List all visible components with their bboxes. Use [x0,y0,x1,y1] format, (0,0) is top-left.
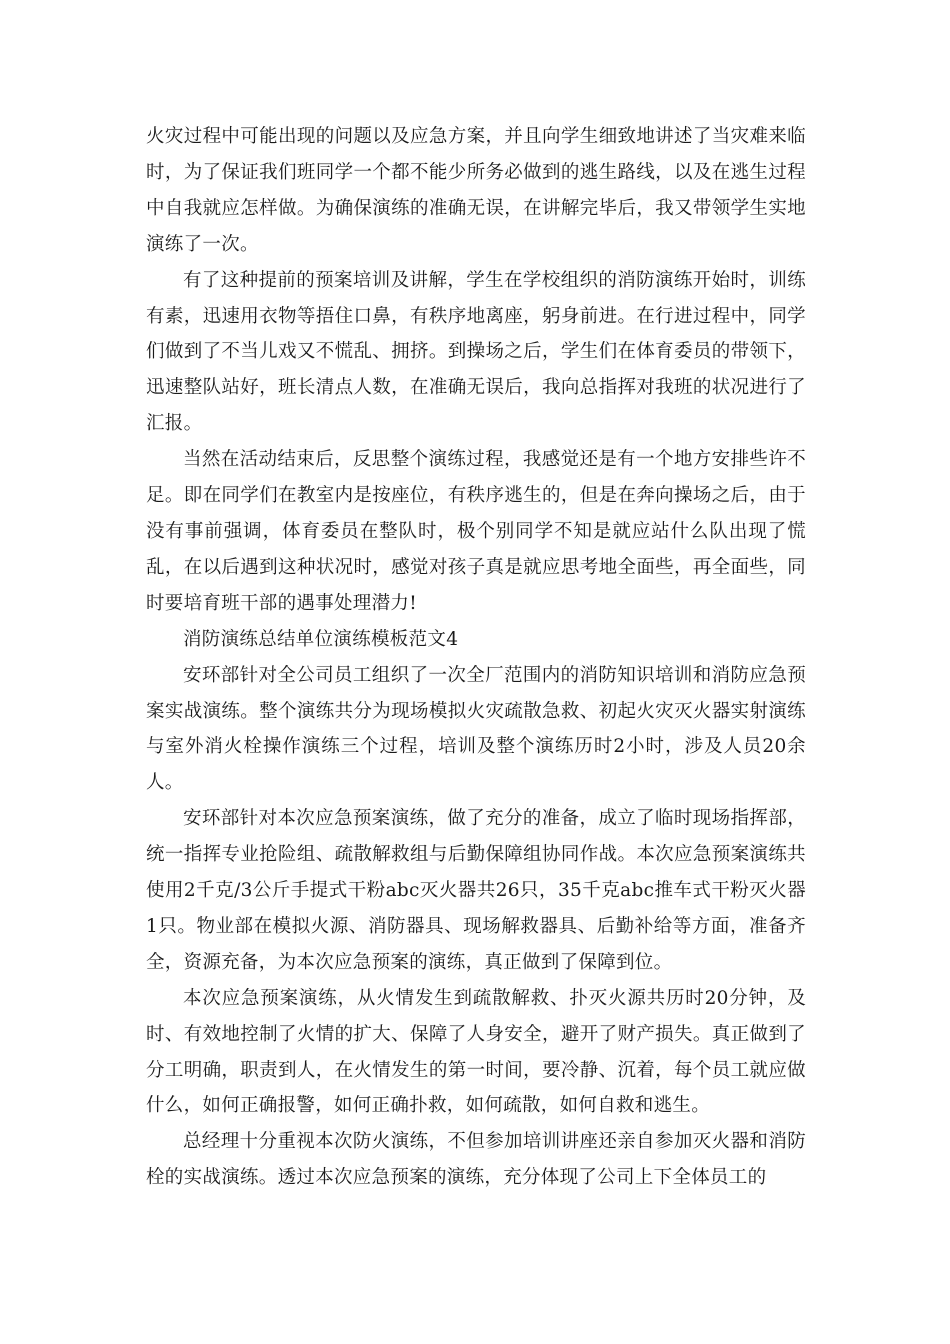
section-heading: 消防演练总结单位演练模板范文4 [183,628,459,650]
paragraph: 安环部针对全公司员工组织了一次全厂范围内的消防知识培训和消防应急预案实战演练。整个演练共分为现场模拟火灾疏散急救、初起火灾灭火器实射演练与室外消火栓操作演练三个过程，培训及整个演练历时2小时，涉及人员20余人。 [146,664,806,794]
paragraph: 当然在活动结束后，反思整个演练过程，我感觉还是有一个地方安排些许不足。即在同学们在教室内是按座位，有秩序逃生的，但是在奔向操场之后，由于没有事前强调，体育委员在整队时，极个别同学不知是就应站什么队出现了慌乱，在以后遇到这种状况时，感觉对孩子真是就应思考地全面些，再全面些，同时要培育班干部的遇事处理潜力! [146,449,806,614]
paragraph: 有了这种提前的预案培训及讲解，学生在学校组织的消防演练开始时，训练有素，迅速用衣物等捂住口鼻，有秩序地离座，躬身前进。在行进过程中，同学们做到了不当儿戏又不慌乱、拥挤。到操场之后，学生们在体育委员的带领下，迅速整队站好，班长清点人数，在准确无误后，我向总指挥对我班的状况进行了汇报。 [146,269,806,435]
paragraph: 本次应急预案演练，从火情发生到疏散解救、扑灭火源共历时20分钟，及时、有效地控制了火情的扩大、保障了人身安全，避开了财产损失。真正做到了分工明确，职责到人，在火情发生的第一时间，要冷静、沉着，每个员工就应做什么，如何正确报警，如何正确扑救，如何疏散，如何自救和逃生。 [146,987,806,1117]
paragraph-truncated: 总经理十分重视本次防火演练，不但参加培训讲座还亲自参加灭火器和消防栓的实战演练。透过本次应急预案的演练，充分体现了公司上下全体员工的 [146,1131,806,1189]
document-body [146,119,806,1196]
paragraph-continued: 火灾过程中可能出现的问题以及应急方案，并且向学生细致地讲述了当灾难来临时，为了保证我们班同学一个都不能少所务必做到的逃生路线，以及在逃生过程中自我就应怎样做。为确保演练的准确无误，在讲解完毕后，我又带领学生实地演练了一次。 [146,126,806,255]
paragraph: 安环部针对本次应急预案演练，做了充分的准备，成立了临时现场指挥部，统一指挥专业抢险组、疏散解救组与后勤保障组协同作战。本次应急预案演练共使用2千克/3公斤手提式干粉abc灭火器共26只，35千克abc推车式干粉灭火器1只。物业部在模拟火源、消防器具、现场解救器具、后勤补给等方面，准备齐全，资源充备，为本次应急预案的演练，真正做到了保障到位。 [146,808,806,973]
